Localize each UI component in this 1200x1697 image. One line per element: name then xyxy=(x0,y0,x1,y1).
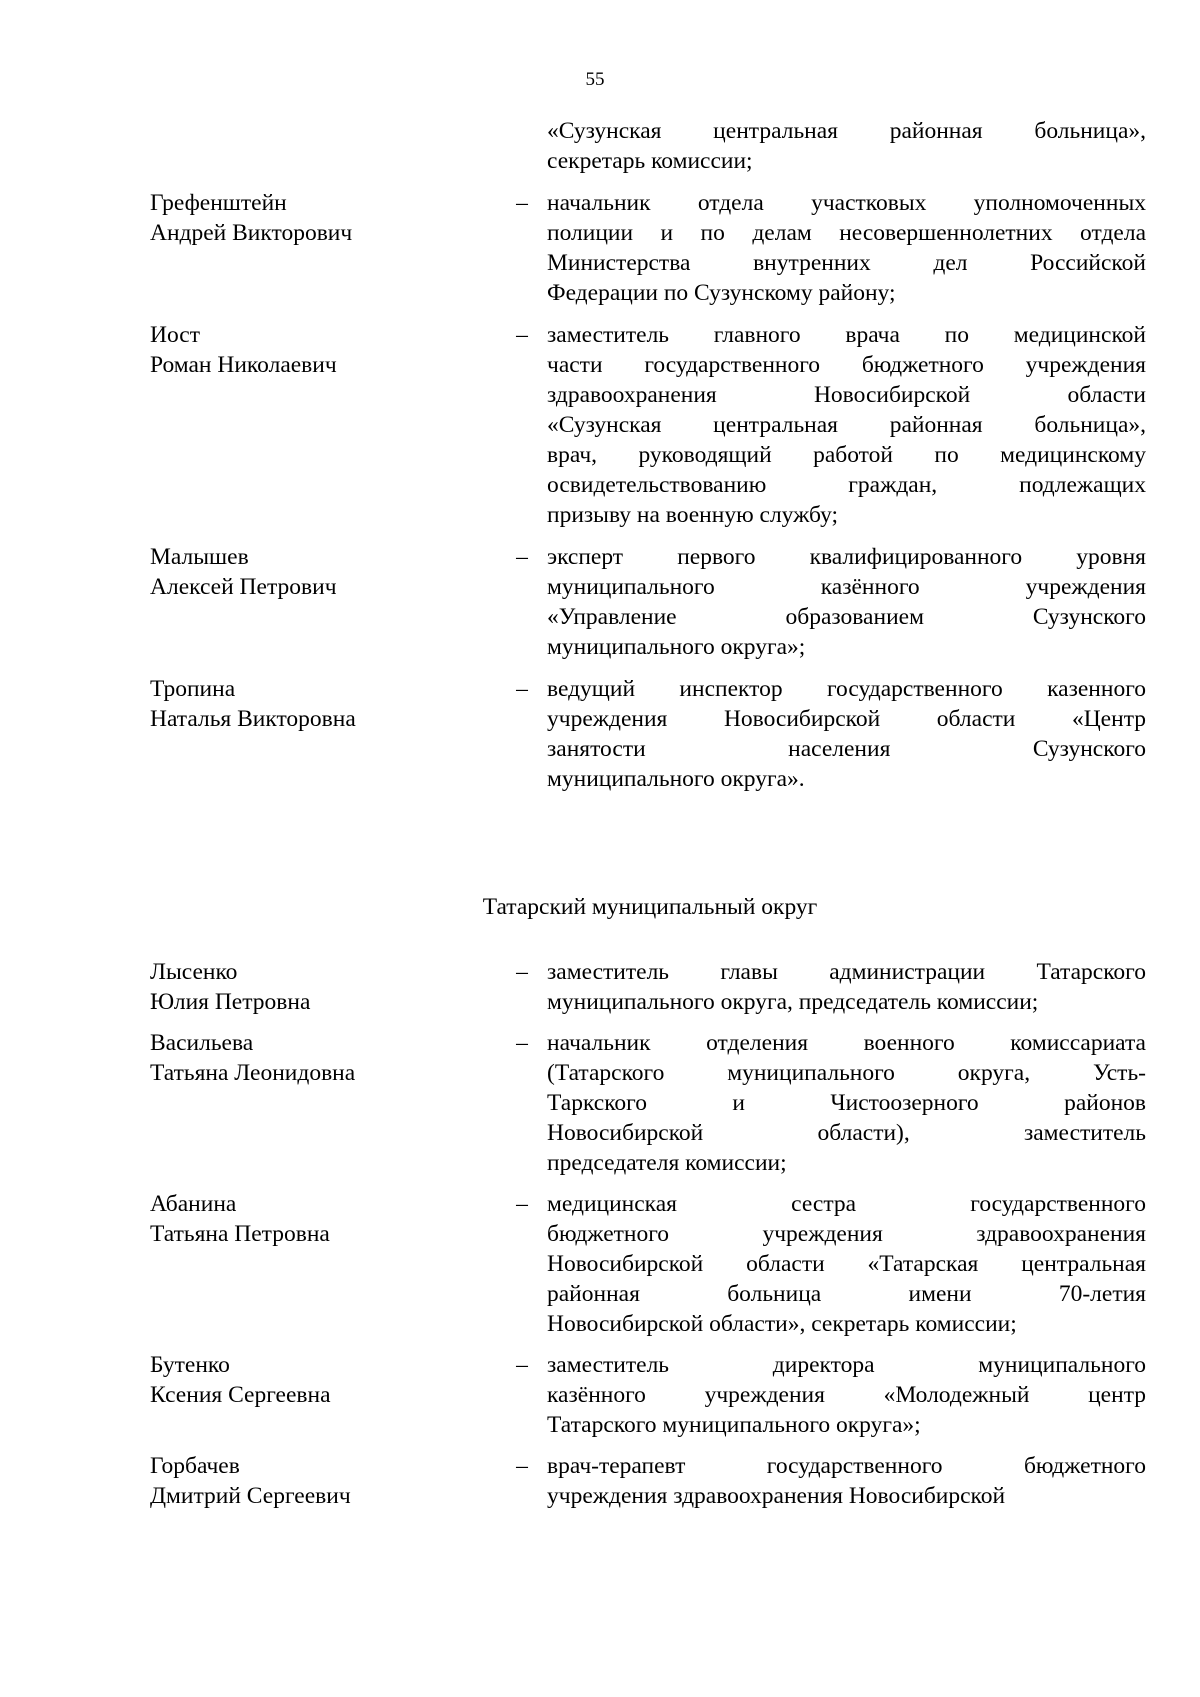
description-line: «Сузунская центральная районная больница», xyxy=(547,118,1146,144)
description-line: муниципального казённого учреждения xyxy=(547,574,1146,600)
description-line: Новосибирской области), заместитель xyxy=(547,1120,1146,1146)
description-line: секретарь комиссии; xyxy=(547,148,753,174)
description-line: занятости населения Сузунского xyxy=(547,736,1146,762)
member-name xyxy=(150,1028,480,1088)
member-surname: Иост xyxy=(150,322,201,348)
member-name xyxy=(150,1350,480,1410)
description-line: медицинская сестра государственного xyxy=(547,1191,1146,1217)
section-title: Татарский муниципальный округ xyxy=(482,894,818,920)
member-name xyxy=(150,1451,480,1511)
member-entry xyxy=(0,1350,1200,1440)
member-entry xyxy=(0,188,1200,308)
dash-separator: – xyxy=(516,544,528,570)
dash-separator: – xyxy=(516,190,528,216)
member-surname: Бутенко xyxy=(150,1352,230,1378)
dash-separator: – xyxy=(516,1352,528,1378)
member-surname: Васильева xyxy=(150,1030,254,1056)
description-line: «Сузунская центральная районная больница», xyxy=(547,412,1146,438)
member-position xyxy=(547,320,1146,530)
member-position xyxy=(547,1451,1146,1511)
member-position xyxy=(547,957,1146,1017)
description-line: ведущий инспектор государственного казенного xyxy=(547,676,1146,702)
description-line: Новосибирской области», секретарь комиссии; xyxy=(547,1311,1017,1337)
description-line: призыву на военную службу; xyxy=(547,502,839,528)
description-line: части государственного бюджетного учреждения xyxy=(547,352,1146,378)
member-position xyxy=(547,1028,1146,1178)
description-line: районная больница имени 70-летия xyxy=(547,1281,1146,1307)
member-surname: Малышев xyxy=(150,544,249,570)
description-line: Министерства внутренних дел Российской xyxy=(547,250,1146,276)
dash-separator: – xyxy=(516,676,528,702)
member-position xyxy=(547,1350,1146,1440)
dash-separator: – xyxy=(516,1030,528,1056)
member-surname: Лысенко xyxy=(150,959,238,985)
description-line: эксперт первого квалифицированного уровня xyxy=(547,544,1146,570)
description-line: Таркского и Чистоозерного районов xyxy=(547,1090,1146,1116)
member-name xyxy=(150,542,480,602)
description-line: учреждения здравоохранения Новосибирской xyxy=(547,1483,1006,1509)
description-line: «Управление образованием Сузунского xyxy=(547,604,1146,630)
member-name xyxy=(150,1189,480,1249)
description-line: полиции и по делам несовершеннолетних отдела xyxy=(547,220,1146,246)
description-line: освидетельствованию граждан, подлежащих xyxy=(547,472,1146,498)
member-position xyxy=(547,542,1146,662)
member-entry xyxy=(0,1451,1200,1511)
dash-separator: – xyxy=(516,959,528,985)
description-line: Федерации по Сузунскому району; xyxy=(547,280,896,306)
description-line: врач, руководящий работой по медицинскому xyxy=(547,442,1146,468)
description-line: начальник отдела участковых уполномоченных xyxy=(547,190,1146,216)
member-given-names: Наталья Викторовна xyxy=(150,706,356,732)
description-line: заместитель главного врача по медицинской xyxy=(547,322,1146,348)
member-entry xyxy=(0,542,1200,662)
description-line: (Татарского муниципального округа, Усть- xyxy=(547,1060,1146,1086)
member-given-names: Татьяна Петровна xyxy=(150,1221,330,1247)
member-entry xyxy=(0,320,1200,530)
member-entry xyxy=(0,1189,1200,1339)
member-given-names: Юлия Петровна xyxy=(150,989,311,1015)
member-name xyxy=(150,957,480,1017)
member-name xyxy=(150,320,480,380)
description-line: начальник отделения военного комиссариата xyxy=(547,1030,1146,1056)
member-given-names: Ксения Сергеевна xyxy=(150,1382,331,1408)
member-surname: Горбачев xyxy=(150,1453,240,1479)
member-surname: Абанина xyxy=(150,1191,237,1217)
description-line: бюджетного учреждения здравоохранения xyxy=(547,1221,1146,1247)
dash-separator: – xyxy=(516,322,528,348)
member-position xyxy=(547,1189,1146,1339)
dash-separator: – xyxy=(516,1453,528,1479)
description-line: муниципального округа». xyxy=(547,766,805,792)
commission-list-tatarsk xyxy=(0,957,1200,1511)
member-entry xyxy=(0,674,1200,794)
description-line: председателя комиссии; xyxy=(547,1150,787,1176)
description-line: заместитель директора муниципального xyxy=(547,1352,1146,1378)
description-line: муниципального округа, председатель комиссии; xyxy=(547,989,1039,1015)
member-entry xyxy=(0,957,1200,1017)
description-line: врач-терапевт государственного бюджетного xyxy=(547,1453,1146,1479)
page-number: 55 xyxy=(585,69,605,90)
member-name xyxy=(150,188,480,248)
member-position xyxy=(547,674,1146,794)
member-given-names: Дмитрий Сергеевич xyxy=(150,1483,351,1509)
member-surname: Тропина xyxy=(150,676,236,702)
member-given-names: Алексей Петрович xyxy=(150,574,337,600)
member-entry xyxy=(0,1028,1200,1178)
member-given-names: Роман Николаевич xyxy=(150,352,337,378)
description-line: заместитель главы администрации Татарского xyxy=(547,959,1146,985)
member-surname: Грефенштейн xyxy=(150,190,287,216)
description-line: казённого учреждения «Молодежный центр xyxy=(547,1382,1146,1408)
description-line: Татарского муниципального округа»; xyxy=(547,1412,921,1438)
description-line: муниципального округа»; xyxy=(547,634,806,660)
member-given-names: Андрей Викторович xyxy=(150,220,353,246)
dash-separator: – xyxy=(516,1191,528,1217)
member-position xyxy=(547,188,1146,308)
commission-list-suzun xyxy=(0,116,1200,794)
intro-continuation xyxy=(547,116,1146,176)
description-line: Новосибирской области «Татарская центральная xyxy=(547,1251,1146,1277)
member-given-names: Татьяна Леонидовна xyxy=(150,1060,356,1086)
description-line: здравоохранения Новосибирской области xyxy=(547,382,1146,408)
description-line: учреждения Новосибирской области «Центр xyxy=(547,706,1146,732)
member-name xyxy=(150,674,480,734)
